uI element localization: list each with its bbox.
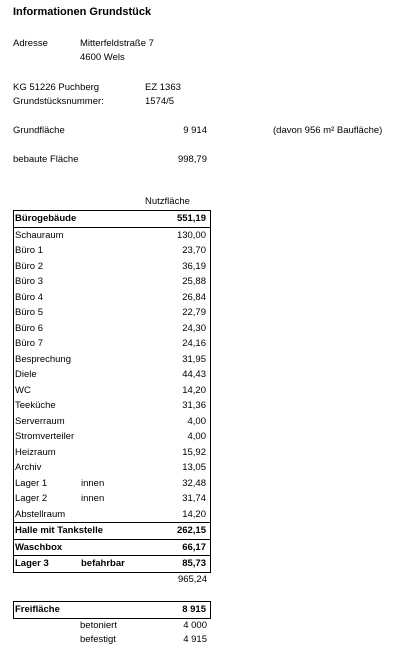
- cadastral-district: KG 51226 Puchberg: [13, 82, 100, 93]
- usable-area-header: Nutzfläche: [145, 196, 190, 207]
- built-area-value: 998,79: [177, 154, 207, 165]
- table-row: Büro 4 26,84: [15, 291, 206, 303]
- table-row: Büro 7 24,16: [15, 338, 206, 349]
- table-row: Büro 5 22,79: [15, 307, 206, 318]
- office-group: [13, 210, 211, 523]
- office-label: Bürogebäude: [15, 213, 77, 224]
- hall-row-box: [13, 523, 211, 540]
- open-area-paved-row: befestigt 4 915: [80, 634, 207, 645]
- table-row: Abstellraum 14,20: [15, 508, 206, 520]
- table-row: WC 14,20: [15, 384, 206, 396]
- address-line2: 4600 Wels: [80, 52, 125, 63]
- open-area-concrete-row: betoniert 4 000: [80, 619, 207, 631]
- office-value: 551,19: [176, 213, 206, 224]
- address-line1: Mitterfeldstraße 7: [80, 38, 154, 49]
- usable-area-total: 965,24: [177, 573, 207, 585]
- table-row: Heizraum 15,92: [15, 446, 206, 458]
- parcel-number-label: Grundstücksnummer:: [13, 96, 104, 107]
- table-row: Archiv 13,05: [15, 462, 206, 473]
- table-row: Serverraum 4,00: [15, 415, 206, 427]
- table-row: Besprechung 31,95: [15, 353, 206, 365]
- table-row: Büro 3 25,88: [15, 276, 206, 287]
- ground-area-value: 9 914: [183, 125, 207, 136]
- parcel-number-value: 1574/5: [145, 96, 175, 107]
- table-row: Stromverteiler 4,00: [15, 431, 206, 442]
- table-row: Teeküche 31,36: [15, 400, 206, 411]
- open-area-box: [13, 601, 211, 619]
- table-row: Schauraum 130,00: [15, 229, 206, 241]
- wash-row-box: [13, 540, 211, 557]
- usable-area-total-row: [13, 573, 211, 588]
- open-area-row: Freifläche 8 915: [15, 604, 206, 615]
- ground-area-label: Grundfläche: [13, 125, 65, 136]
- hall-row: Halle mit Tankstelle 262,15: [15, 525, 206, 536]
- page-title: Informationen Grundstück: [13, 6, 152, 18]
- office-rooms: [14, 227, 210, 523]
- usable-area-table: [13, 210, 211, 648]
- built-area-label: bebaute Fläche: [13, 154, 79, 165]
- table-row: Büro 2 36,19: [15, 260, 206, 272]
- table-row: Diele 44,43: [15, 369, 206, 380]
- storage3-row: Lager 3 befahrbar 85,73: [15, 558, 206, 569]
- table-row: Lager 2 innen 31,74: [15, 493, 206, 504]
- table-row: Büro 6 24,30: [15, 322, 206, 334]
- ground-area-note: (davon 956 m² Baufläche): [273, 125, 383, 136]
- table-row: Lager 1 innen 32,48: [15, 477, 206, 489]
- office-total-row: [14, 211, 210, 227]
- address-label: Adresse: [13, 38, 48, 49]
- wash-row: Waschbox 66,17: [15, 541, 206, 553]
- table-row: Büro 1 23,70: [15, 245, 206, 256]
- land-register-entry: EZ 1363: [145, 82, 181, 93]
- storage3-row-box: [13, 556, 211, 573]
